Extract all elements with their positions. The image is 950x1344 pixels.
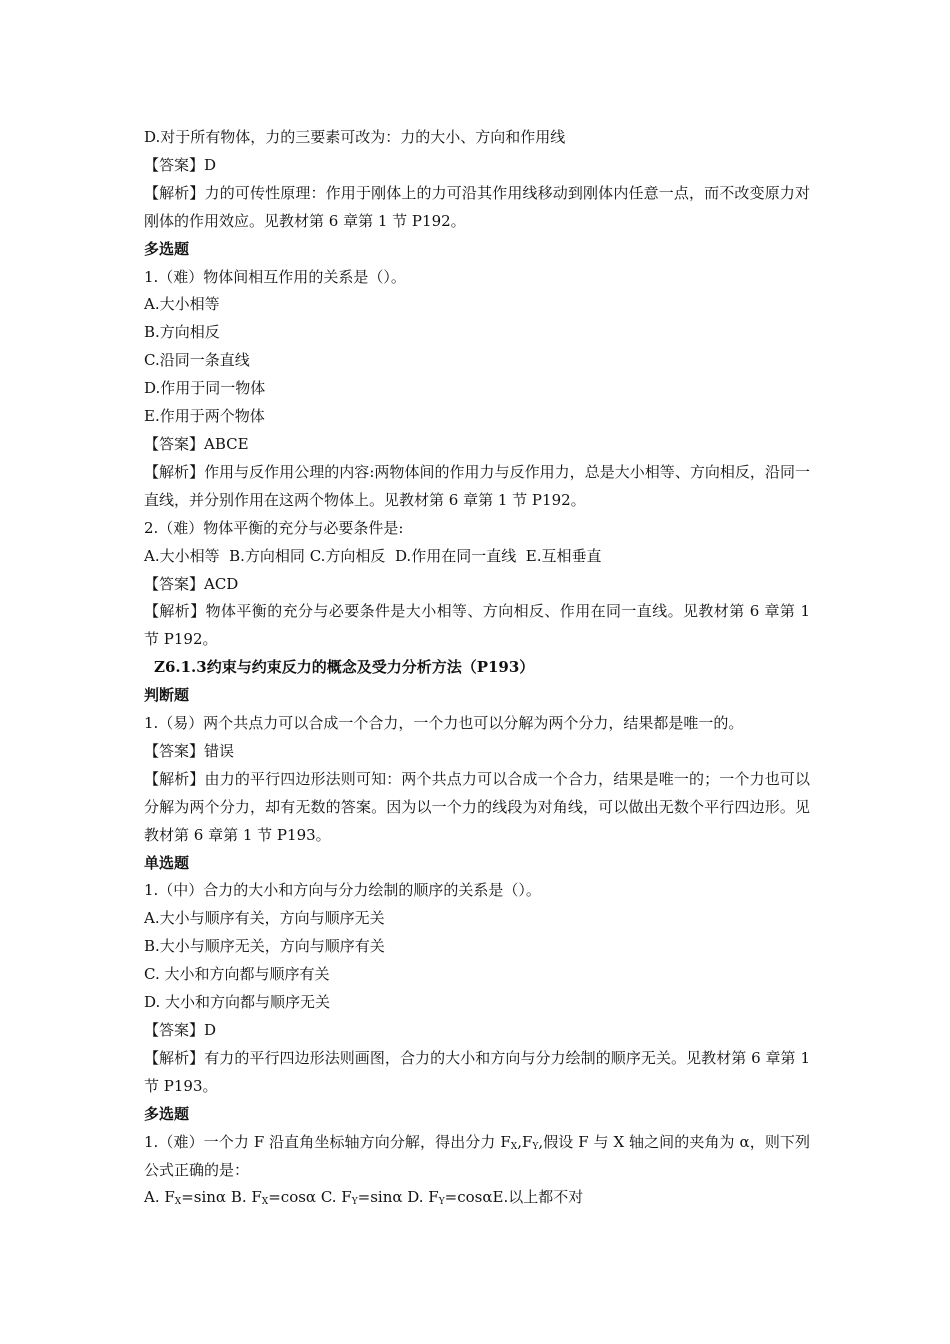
option-text: A. F (144, 1188, 175, 1207)
stem-text: 1.（难）一个力 F 沿直角坐标轴方向分解，得出分力 F (144, 1132, 511, 1151)
option-b: B.大小与顺序无关，方向与顺序有关 (144, 937, 385, 956)
question-stem: 2.（难）物体平衡的充分与必要条件是: (144, 518, 404, 537)
option-a: A.大小与顺序有关，方向与顺序无关 (144, 909, 385, 928)
option-text: =sinα B. F (181, 1188, 262, 1207)
stem-text: ,F (517, 1132, 533, 1151)
option-b: B.方向相反 (144, 323, 220, 342)
option-text: =sinα D. F (357, 1188, 439, 1207)
option-c: C.沿同一条直线 (144, 351, 250, 370)
option-e: E.作用于两个物体 (144, 407, 265, 426)
analysis: 【解析】有力的平行四边形法则画图，合力的大小和方向与分力绘制的顺序无关。见教材第 6 章第 1 节 P193。 (144, 1048, 810, 1095)
option-c: C. 大小和方向都与顺序有关 (144, 965, 330, 984)
answer: 【答案】D (144, 1021, 217, 1039)
subscript-y: Y (351, 1197, 358, 1208)
subscript-x: X (510, 1141, 518, 1152)
document-page (144, 124, 810, 1212)
option-a: A.大小相等 (144, 295, 220, 314)
question-stem (144, 1129, 810, 1185)
subscript-x: X (261, 1197, 269, 1208)
heading-true-false: 判断题 (144, 686, 190, 705)
analysis: 【解析】物体平衡的充分与必要条件是大小相等、方向相反、作用在同一直线。见教材第 6 章第 1 节 P192。 (144, 602, 810, 649)
question-stem: 1.（易）两个共点力可以合成一个合力，一个力也可以分解为两个分力，结果都是唯一的。 (144, 714, 744, 733)
heading-multiple-choice: 多选题 (144, 239, 190, 258)
option-text: =cosαE.以上都不对 (444, 1188, 584, 1207)
option-text: =cosα C. F (268, 1188, 352, 1207)
question-stem: 1.（中）合力的大小和方向与分力绘制的顺序的关系是（）。 (144, 881, 541, 900)
answer: 【答案】错误 (144, 741, 235, 760)
analysis: 【解析】作用与反作用公理的内容:两物体间的作用力与反作用力，总是大小相等、方向相反，沿同一直线，并分别作用在这两个物体上。见教材第 6 章第 1 节 P192。 (144, 462, 810, 509)
answer: 【答案】ABCE (144, 434, 249, 453)
option-d: D.对于所有物体，力的三要素可改为：力的大小、方向和作用线 (144, 128, 566, 146)
analysis: 【解析】由力的平行四边形法则可知：两个共点力可以合成一个合力，结果是唯一的；一个力也可以分解为两个分力，却有无数的答案。因为以一个力的线段为对角线，可以做出无数个平行四边形。见教材第 6 章第 1 节 P193。 (144, 769, 810, 844)
analysis: 【解析】力的可传性原理：作用于刚体上的力可沿其作用线移动到刚体内任意一点，而不改变原力对刚体的作用效应。见教材第 6 章第 1 节 P192。 (144, 183, 810, 230)
heading-multiple-choice: 多选题 (144, 1104, 190, 1123)
option-d: D. 大小和方向都与顺序无关 (144, 993, 331, 1012)
options-line (144, 1184, 810, 1212)
options-line: A.大小相等 B.方向相同 C.方向相反 D.作用在同一直线 E.互相垂直 (144, 546, 602, 565)
section-title: Z6.1.3约束与约束反力的概念及受力分析方法（P193） (154, 658, 535, 677)
subscript-y: Y (438, 1197, 445, 1208)
answer: 【答案】D (144, 155, 217, 174)
question-stem: 1.（难）物体间相互作用的关系是（）。 (144, 267, 406, 286)
subscript-x: X (174, 1197, 182, 1208)
heading-single-choice: 单选题 (144, 853, 190, 872)
option-d: D.作用于同一物体 (144, 379, 266, 398)
stem-text: ,假设 F 与 X 轴之间的夹角为 α，则下列公式正确的是： (144, 1132, 811, 1179)
answer: 【答案】ACD (144, 574, 239, 593)
subscript-y: Y (532, 1141, 539, 1152)
